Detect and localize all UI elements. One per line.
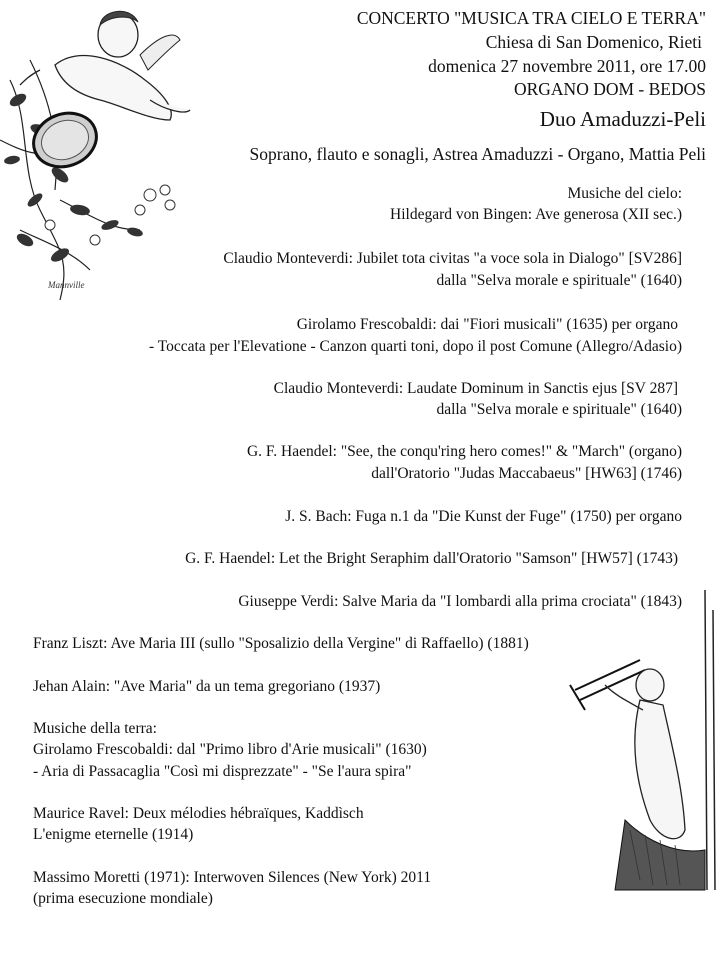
concert-date: domenica 27 novembre 2011, ore 17.00 bbox=[428, 56, 706, 76]
program-item: G. F. Haendel: "See, the conqu'ring hero comes!" & "March" (organo) bbox=[246, 443, 682, 460]
program-item: dall'Oratorio "Judas Maccabaeus" [HW63] (1746) bbox=[371, 465, 682, 482]
section-heading-sky: Musiche del cielo: bbox=[567, 185, 682, 202]
program-item: Massimo Moretti (1971): Interwoven Silences (New York) 2011 bbox=[33, 869, 432, 886]
program-item: - Aria di Passacaglia "Così mi disprezzate" - "Se l'aura spira" bbox=[33, 763, 412, 780]
horn-player-illustration bbox=[555, 590, 720, 910]
program-item: L'enigme eternelle (1914) bbox=[33, 826, 194, 843]
concert-title: CONCERTO "MUSICA TRA CIELO E TERRA" bbox=[356, 8, 706, 28]
program-item: Claudio Monteverdi: Laudate Dominum in Sanctis ejus [SV 287] bbox=[273, 380, 678, 397]
program-item: Girolamo Frescobaldi: dal "Primo libro d'Arie musicali" (1630) bbox=[33, 741, 427, 758]
cherub-illustration bbox=[0, 0, 200, 300]
venue: Chiesa di San Domenico, Rieti bbox=[485, 32, 702, 52]
program-item: dalla "Selva morale e spirituale" (1640) bbox=[436, 272, 682, 289]
program-item: J. S. Bach: Fuga n.1 da "Die Kunst der Fuge" (1750) per organo bbox=[285, 508, 682, 525]
program-item: Franz Liszt: Ave Maria III (sullo "Sposalizio della Vergine" di Raffaello) (1881) bbox=[33, 635, 529, 652]
program-item: Giuseppe Verdi: Salve Maria da "I lombardi alla prima crociata" (1843) bbox=[238, 593, 682, 610]
program-item: (prima esecuzione mondiale) bbox=[33, 890, 213, 907]
section-heading-earth: Musiche della terra: bbox=[33, 720, 157, 737]
performers: Soprano, flauto e sonagli, Astrea Amaduzzi - Organo, Mattia Peli bbox=[249, 144, 706, 164]
illustration-signature: Mannville bbox=[48, 280, 85, 290]
program-item: - Toccata per l'Elevatione - Canzon quarti toni, dopo il post Comune (Allegro/Adasio) bbox=[148, 338, 682, 355]
program-item: Jehan Alain: "Ave Maria" da un tema gregoriano (1937) bbox=[33, 678, 381, 695]
program-item: dalla "Selva morale e spirituale" (1640) bbox=[436, 401, 682, 418]
ensemble-name: Duo Amaduzzi-Peli bbox=[539, 107, 706, 131]
program-item: Girolamo Frescobaldi: dai "Fiori musicali" (1635) per organo bbox=[296, 316, 678, 333]
organ-name: ORGANO DOM - BEDOS bbox=[513, 79, 706, 99]
program-item: Hildegard von Bingen: Ave generosa (XII sec.) bbox=[390, 206, 682, 223]
program-item: Maurice Ravel: Deux mélodies hébraïques, Kaddìsch bbox=[33, 805, 364, 822]
program-item: Claudio Monteverdi: Jubilet tota civitas "a voce sola in Dialogo" [SV286] bbox=[223, 250, 682, 267]
program-item: G. F. Haendel: Let the Bright Seraphim dall'Oratorio "Samson" [HW57] (1743) bbox=[185, 550, 678, 567]
